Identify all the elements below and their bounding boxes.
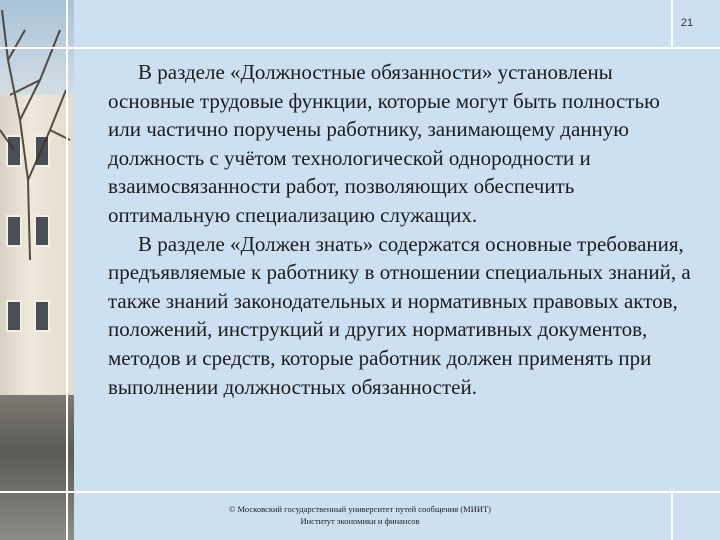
photo-tree-branches xyxy=(0,0,74,260)
slide-number: 21 xyxy=(680,17,694,29)
frame-bottom-line xyxy=(0,491,720,493)
footer-institute: Институт экономики и финансов xyxy=(300,516,420,526)
frame-top-line xyxy=(0,47,720,49)
slide-body xyxy=(108,58,692,401)
frame-vertical-line xyxy=(66,0,68,540)
building-photo xyxy=(0,0,74,540)
paragraph-duties: В разделе «Должностные обязанности» установлены основные трудовые функции, которые могут быть полностью или частично поручены работнику, занимающему данную должность с учётом технологической однородности и взаимосвязанности работ, позволяющих обеспечить оптимальную специализацию служащих. xyxy=(108,60,660,227)
paragraph-must-know: В разделе «Должен знать» содержатся основные требования, предъявляемые к работнику в отношении специальных знаний, а также знаний законодательных и нормативных правовых актов, положений, инструкций и других нормативных документов, методов и средств, которые работник должен применять при выполнении должностных обязанностей. xyxy=(108,231,691,399)
slide-footer xyxy=(160,503,560,527)
footer-copyright: © Московский государственный университет путей сообщения (МИИТ) xyxy=(228,504,492,514)
frame-bottom-tick xyxy=(671,491,673,540)
photo-street xyxy=(0,395,74,540)
